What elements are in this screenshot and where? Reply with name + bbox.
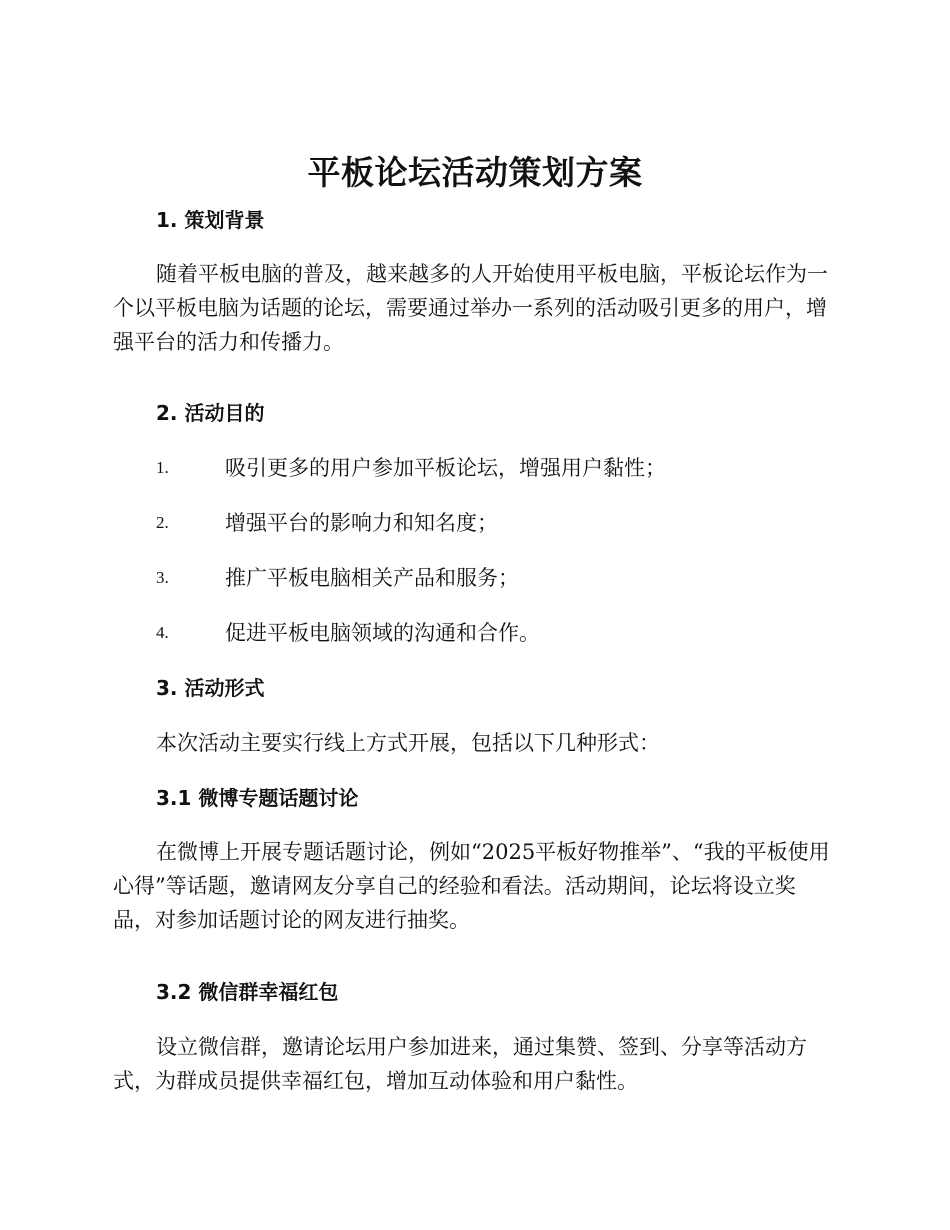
paragraph-format-intro: 本次活动主要实行线上方式开展，包括以下几种形式： — [156, 731, 660, 755]
subsection-heading-weibo: 3.1 微博专题话题讨论 — [156, 786, 359, 810]
list-number: 2. — [156, 513, 169, 532]
list-number: 1. — [156, 458, 169, 477]
list-text: 促进平板电脑领域的沟通和合作。 — [225, 621, 540, 645]
section-heading-format: 3. 活动形式 — [156, 676, 265, 700]
document-title: 平板论坛活动策划方案 — [307, 153, 643, 192]
section-heading-background: 1. 策划背景 — [156, 208, 265, 232]
list-text: 吸引更多的用户参加平板论坛，增强用户黏性； — [225, 456, 666, 480]
list-text: 增强平台的影响力和知名度； — [225, 511, 498, 535]
section-heading-purpose: 2. 活动目的 — [156, 401, 265, 425]
paragraph-wechat: 设立微信群，邀请论坛用户参加进来，通过集赞、签到、分享等活动方式，为群成员提供幸福红包，增加互动体验和用户黏性。 — [113, 1035, 807, 1093]
list-number: 4. — [156, 623, 169, 642]
subsection-heading-wechat: 3.2 微信群幸福红包 — [156, 980, 339, 1004]
paragraph-weibo: 在微博上开展专题话题讨论，例如“2025平板好物推举”、“我的平板使用心得”等话题，邀请网友分享自己的经验和看法。活动期间，论坛将设立奖品，对参加话题讨论的网友进行抽奖。 — [113, 840, 830, 932]
paragraph-background: 随着平板电脑的普及，越来越多的人开始使用平板电脑，平板论坛作为一个以平板电脑为话题的论坛，需要通过举办一系列的活动吸引更多的用户，增强平台的活力和传播力。 — [113, 262, 828, 354]
list-text: 推广平板电脑相关产品和服务； — [225, 566, 519, 590]
list-number: 3. — [156, 568, 169, 587]
